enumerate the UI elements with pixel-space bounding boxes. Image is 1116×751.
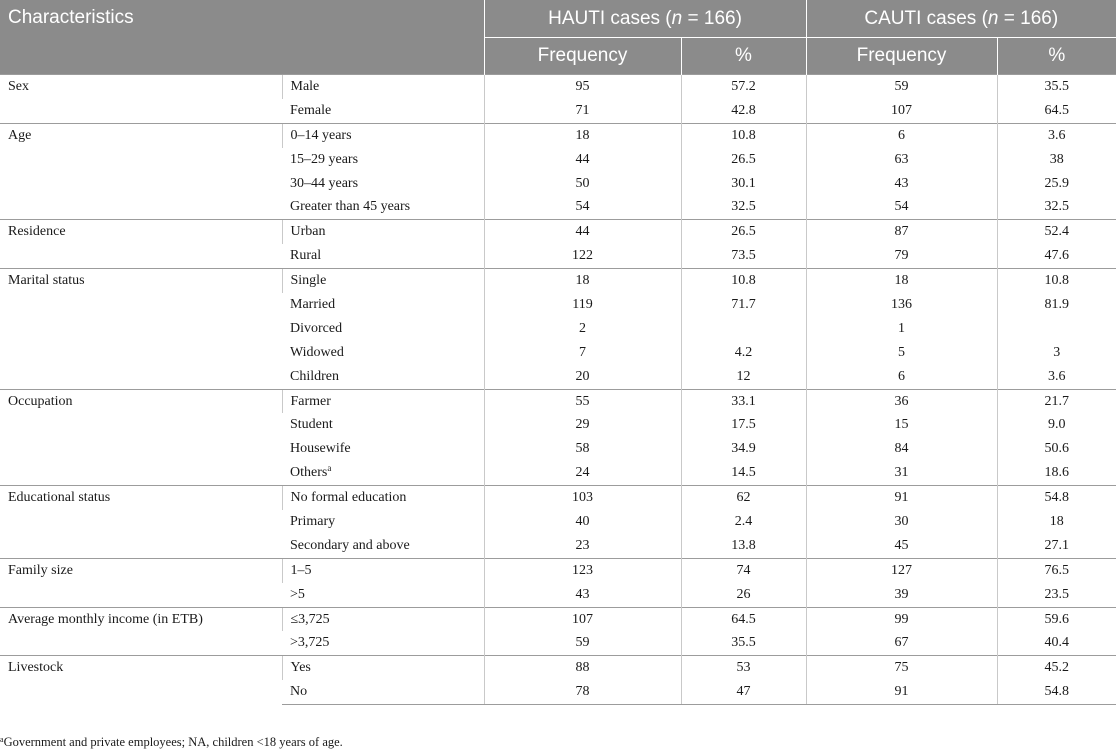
- subcategory-label: Housewife: [290, 441, 351, 457]
- cauti-frequency-cell: 136: [806, 293, 997, 317]
- hauti-frequency-cell: 107: [484, 607, 681, 631]
- cauti-percent-cell: 45.2: [997, 656, 1116, 680]
- subcategory-cell: [282, 244, 484, 268]
- header-characteristics: Characteristics: [0, 0, 282, 75]
- hauti-percent-cell: 13.8: [681, 534, 806, 558]
- header-hauti-frequency: Frequency: [484, 38, 681, 75]
- cauti-percent-cell: 54.8: [997, 680, 1116, 704]
- subcategory-label: Children: [290, 368, 339, 384]
- subcategory-label: Widowed: [290, 344, 344, 360]
- header-row-groups: [0, 0, 1116, 38]
- hauti-frequency-cell: 78: [484, 680, 681, 704]
- category-cell: Marital status: [0, 269, 282, 389]
- subcategory-cell: [282, 365, 484, 389]
- cauti-percent-cell: 21.7: [997, 389, 1116, 413]
- cauti-frequency-cell: 67: [806, 631, 997, 655]
- footnote-marker: a: [0, 735, 4, 744]
- hauti-frequency-cell: 44: [484, 148, 681, 172]
- cauti-percent-cell: 40.4: [997, 631, 1116, 655]
- subcategory-cell: [282, 99, 484, 123]
- hauti-percent-cell: 34.9: [681, 437, 806, 461]
- hauti-frequency-cell: 88: [484, 656, 681, 680]
- category-cell: Livestock: [0, 656, 282, 705]
- hauti-percent-cell: 33.1: [681, 389, 806, 413]
- hauti-frequency-cell: 43: [484, 583, 681, 607]
- table-row: [0, 607, 1116, 631]
- cauti-n: n: [987, 7, 999, 29]
- hauti-percent-cell: 73.5: [681, 244, 806, 268]
- cauti-frequency-cell: 45: [806, 534, 997, 558]
- cauti-percent-cell: 18.6: [997, 461, 1116, 485]
- cauti-frequency-cell: 5: [806, 341, 997, 365]
- hauti-percent-cell: 17.5: [681, 413, 806, 437]
- cauti-frequency-cell: 79: [806, 244, 997, 268]
- subcategory-label: Secondary and above: [290, 537, 410, 553]
- category-cell: Family size: [0, 558, 282, 607]
- subcategory-cell: [282, 269, 484, 293]
- hauti-percent-cell: 10.8: [681, 123, 806, 147]
- subcategory-cell: [282, 389, 484, 413]
- hauti-frequency-cell: 59: [484, 631, 681, 655]
- hauti-prefix: HAUTI cases (: [548, 7, 672, 29]
- footnote-text: Government and private employees; NA, children <18 years of age.: [3, 735, 343, 749]
- cauti-percent-cell: 52.4: [997, 220, 1116, 244]
- hauti-frequency-cell: 18: [484, 123, 681, 147]
- subcategory-cell: [282, 413, 484, 437]
- hauti-frequency-cell: 7: [484, 341, 681, 365]
- cauti-percent-cell: 64.5: [997, 99, 1116, 123]
- subcategory-label: Primary: [290, 513, 336, 529]
- subcategory-cell: [282, 437, 484, 461]
- subcategory-label: Rural: [290, 248, 322, 264]
- hauti-suffix: = 166): [682, 7, 742, 29]
- cauti-percent-cell: 9.0: [997, 413, 1116, 437]
- table-row: [0, 75, 1116, 99]
- cauti-frequency-cell: 63: [806, 148, 997, 172]
- table-row: [0, 389, 1116, 413]
- cauti-percent-cell: 23.5: [997, 583, 1116, 607]
- subcategory-cell: [282, 148, 484, 172]
- cauti-percent-cell: 50.6: [997, 437, 1116, 461]
- cauti-frequency-cell: 87: [806, 220, 997, 244]
- subcategory-label: Greater than 45 years: [290, 199, 411, 215]
- subcategory-cell: [282, 317, 484, 341]
- hauti-percent-cell: 12: [681, 365, 806, 389]
- subcategory-cell: [282, 583, 484, 607]
- table-row: [0, 123, 1116, 147]
- table-row: [0, 656, 1116, 680]
- subcategory-label: No: [290, 684, 308, 700]
- subcategory-cell: [282, 341, 484, 365]
- hauti-percent-cell: 30.1: [681, 172, 806, 196]
- footnote-ref: a: [327, 463, 332, 474]
- hauti-frequency-cell: 54: [484, 195, 681, 219]
- hauti-percent-cell: 26.5: [681, 220, 806, 244]
- cauti-frequency-cell: 18: [806, 269, 997, 293]
- header-hauti-percent: %: [681, 38, 806, 75]
- cauti-frequency-cell: 91: [806, 680, 997, 704]
- subcategory-cell: [282, 656, 484, 680]
- subcategory-label: Yes: [290, 660, 311, 676]
- header-cauti-percent: %: [997, 38, 1116, 75]
- hauti-percent-cell: 42.8: [681, 99, 806, 123]
- cauti-frequency-cell: 39: [806, 583, 997, 607]
- subcategory-label: Male: [290, 78, 320, 94]
- subcategory-cell: [282, 631, 484, 655]
- subcategory-cell: [282, 558, 484, 582]
- subcategory-cell: [282, 461, 484, 485]
- subcategory-cell: [282, 534, 484, 558]
- hauti-frequency-cell: 24: [484, 461, 681, 485]
- cauti-prefix: CAUTI cases (: [864, 7, 988, 29]
- subcategory-label: Student: [290, 417, 333, 433]
- subcategory-label: ≤3,725: [290, 611, 330, 627]
- subcategory-label: Farmer: [290, 393, 331, 409]
- category-cell: Occupation: [0, 389, 282, 486]
- cauti-frequency-cell: 54: [806, 195, 997, 219]
- cauti-percent-cell: 47.6: [997, 244, 1116, 268]
- cauti-percent-cell: 18: [997, 510, 1116, 534]
- cauti-frequency-cell: 91: [806, 486, 997, 510]
- hauti-percent-cell: 47: [681, 680, 806, 704]
- cauti-frequency-cell: 6: [806, 123, 997, 147]
- hauti-percent-cell: 57.2: [681, 75, 806, 99]
- cauti-frequency-cell: 6: [806, 365, 997, 389]
- footnote: [0, 735, 343, 750]
- subcategory-label: Married: [290, 296, 336, 312]
- hauti-frequency-cell: 58: [484, 437, 681, 461]
- hauti-frequency-cell: 50: [484, 172, 681, 196]
- cauti-frequency-cell: 31: [806, 461, 997, 485]
- subcategory-label: No formal education: [290, 490, 407, 506]
- subcategory-label: Divorced: [290, 320, 343, 336]
- cauti-percent-cell: 81.9: [997, 293, 1116, 317]
- subcategory-cell: [282, 220, 484, 244]
- cauti-percent-cell: 3.6: [997, 123, 1116, 147]
- table-row: [0, 558, 1116, 582]
- cauti-percent-cell: 3: [997, 341, 1116, 365]
- hauti-percent-cell: 32.5: [681, 195, 806, 219]
- cauti-percent-cell: 3.6: [997, 365, 1116, 389]
- table-body: [0, 75, 1116, 705]
- category-cell: Educational status: [0, 486, 282, 559]
- cauti-percent-cell: 27.1: [997, 534, 1116, 558]
- hauti-percent-cell: [681, 317, 806, 341]
- cauti-percent-cell: 35.5: [997, 75, 1116, 99]
- hauti-frequency-cell: 20: [484, 365, 681, 389]
- category-cell: Age: [0, 123, 282, 220]
- hauti-frequency-cell: 123: [484, 558, 681, 582]
- subcategory-cell: [282, 123, 484, 147]
- hauti-percent-cell: 53: [681, 656, 806, 680]
- cauti-frequency-cell: 15: [806, 413, 997, 437]
- subcategory-label: 0–14 years: [290, 127, 352, 143]
- category-cell: Average monthly income (in ETB): [0, 607, 282, 656]
- subcategory-cell: [282, 75, 484, 99]
- cauti-percent-cell: [997, 317, 1116, 341]
- cauti-frequency-cell: 59: [806, 75, 997, 99]
- cauti-frequency-cell: 43: [806, 172, 997, 196]
- subcategory-label: 30–44 years: [290, 175, 359, 191]
- category-cell: Sex: [0, 75, 282, 124]
- cauti-frequency-cell: 30: [806, 510, 997, 534]
- hauti-percent-cell: 2.4: [681, 510, 806, 534]
- hauti-percent-cell: 64.5: [681, 607, 806, 631]
- hauti-percent-cell: 74: [681, 558, 806, 582]
- hauti-n: n: [671, 7, 683, 29]
- cauti-frequency-cell: 1: [806, 317, 997, 341]
- cauti-percent-cell: 54.8: [997, 486, 1116, 510]
- subcategory-label: Others: [290, 465, 328, 481]
- cauti-frequency-cell: 36: [806, 389, 997, 413]
- hauti-frequency-cell: 44: [484, 220, 681, 244]
- subcategory-cell: [282, 172, 484, 196]
- cauti-percent-cell: 76.5: [997, 558, 1116, 582]
- hauti-frequency-cell: 29: [484, 413, 681, 437]
- subcategory-label: 1–5: [290, 562, 312, 578]
- subcategory-cell: [282, 680, 484, 704]
- hauti-frequency-cell: 103: [484, 486, 681, 510]
- hauti-frequency-cell: 55: [484, 389, 681, 413]
- hauti-frequency-cell: 119: [484, 293, 681, 317]
- hauti-percent-cell: 71.7: [681, 293, 806, 317]
- cauti-percent-cell: 32.5: [997, 195, 1116, 219]
- hauti-frequency-cell: 2: [484, 317, 681, 341]
- subcategory-cell: [282, 293, 484, 317]
- cauti-percent-cell: 59.6: [997, 607, 1116, 631]
- header-cauti-cases: [806, 0, 1116, 38]
- hauti-percent-cell: 14.5: [681, 461, 806, 485]
- table-row: [0, 269, 1116, 293]
- hauti-percent-cell: 10.8: [681, 269, 806, 293]
- cauti-frequency-cell: 84: [806, 437, 997, 461]
- subcategory-label: Female: [290, 102, 332, 118]
- cauti-frequency-cell: 99: [806, 607, 997, 631]
- cauti-frequency-cell: 75: [806, 656, 997, 680]
- table-row: [0, 220, 1116, 244]
- hauti-frequency-cell: 122: [484, 244, 681, 268]
- hauti-frequency-cell: 95: [484, 75, 681, 99]
- cauti-percent-cell: 25.9: [997, 172, 1116, 196]
- subcategory-label: Urban: [290, 224, 326, 240]
- subcategory-label: Single: [290, 273, 327, 289]
- cauti-frequency-cell: 107: [806, 99, 997, 123]
- hauti-frequency-cell: 71: [484, 99, 681, 123]
- subcategory-cell: [282, 486, 484, 510]
- hauti-frequency-cell: 23: [484, 534, 681, 558]
- subcategory-cell: [282, 195, 484, 219]
- hauti-percent-cell: 26: [681, 583, 806, 607]
- subcategory-label: >3,725: [290, 635, 330, 651]
- subcategory-cell: [282, 607, 484, 631]
- cauti-percent-cell: 10.8: [997, 269, 1116, 293]
- hauti-percent-cell: 26.5: [681, 148, 806, 172]
- cauti-suffix: = 166): [998, 7, 1059, 29]
- category-cell: Residence: [0, 220, 282, 269]
- table-row: [0, 486, 1116, 510]
- header-hauti-cases: [484, 0, 806, 38]
- cauti-percent-cell: 38: [997, 148, 1116, 172]
- hauti-percent-cell: 62: [681, 486, 806, 510]
- hauti-percent-cell: 35.5: [681, 631, 806, 655]
- header-cauti-frequency: Frequency: [806, 38, 997, 75]
- hauti-frequency-cell: 40: [484, 510, 681, 534]
- hauti-frequency-cell: 18: [484, 269, 681, 293]
- cauti-frequency-cell: 127: [806, 558, 997, 582]
- hauti-percent-cell: 4.2: [681, 341, 806, 365]
- subcategory-label: >5: [290, 586, 305, 602]
- subcategory-cell: [282, 510, 484, 534]
- subcategory-label: 15–29 years: [290, 151, 359, 167]
